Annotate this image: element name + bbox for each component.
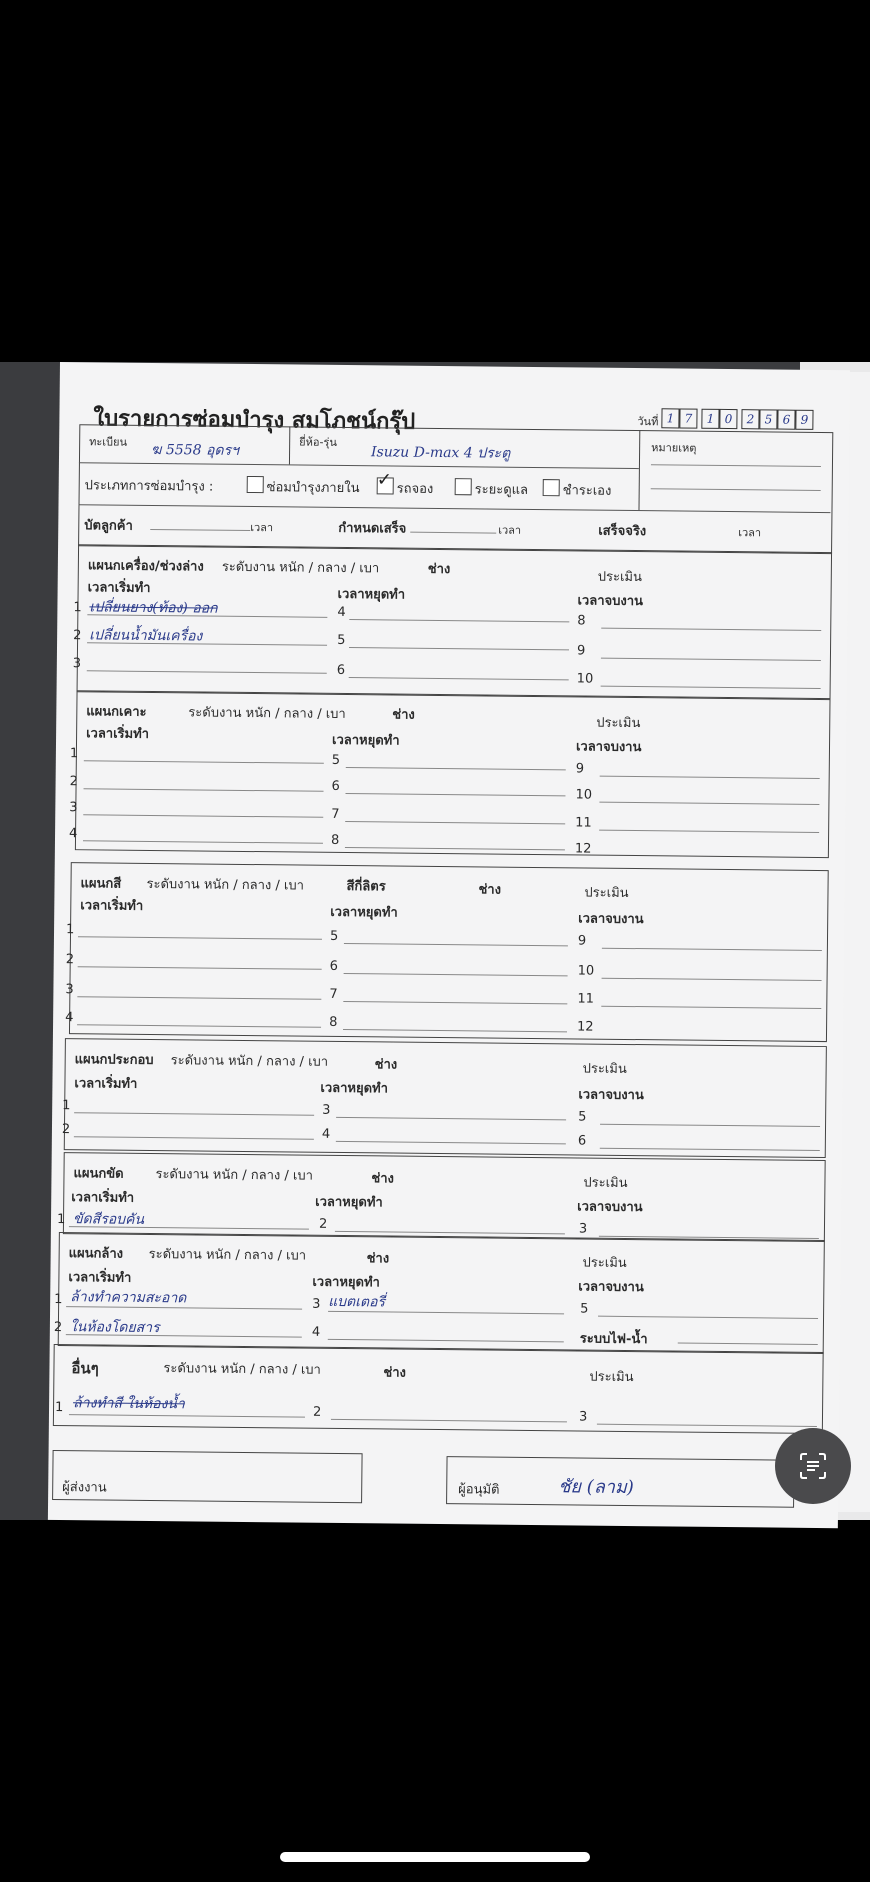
model-value: Isuzu D-max 4 ประตู <box>370 444 511 462</box>
date-digit: 0 <box>719 409 737 429</box>
polish-stop-label: เวลาหยุดทำ <box>315 1194 383 1211</box>
body-tech-label: ช่าง <box>392 707 415 723</box>
wash-stop-label: เวลาหยุดทำ <box>312 1274 380 1291</box>
paint-title: แผนกสี <box>80 876 122 892</box>
scheduled-checkbox[interactable] <box>455 478 472 495</box>
engine-start-label: เวลาเริ่มทำ <box>87 580 151 596</box>
engine-level: ระดับงาน หนัก / กลาง / เบา <box>221 559 380 577</box>
due-time-label: เวลา <box>498 523 522 537</box>
engine-tech-label: ช่าง <box>427 561 451 578</box>
polish-level: ระดับงาน หนัก / กลาง / เบา <box>155 1167 313 1184</box>
customer-label: บัตลูกค้า <box>84 518 133 534</box>
body-level: ระดับงาน หนัก / กลาง / เบา <box>188 705 346 723</box>
body-start-label: เวลาเริ่มทำ <box>86 726 150 742</box>
engine-item-1: เปลี่ยนยาง(ท้อง) ออก <box>89 599 218 617</box>
wash-item-1: ล้างทำความสะอาด <box>70 1289 187 1307</box>
assembly-assess-label: ประเมิน <box>582 1061 627 1077</box>
assembly-title: แผนกประกอบ <box>74 1052 154 1069</box>
home-indicator[interactable] <box>280 1852 590 1862</box>
paint-end-label: เวลาจบงาน <box>578 911 644 928</box>
engine-item-2: เปลี่ยนน้ำมันเครื่อง <box>89 627 203 645</box>
assembly-start-label: เวลาเริ่มทำ <box>74 1076 138 1092</box>
date-digit: 6 <box>777 410 795 430</box>
scheduled-option-label: ระยะดูแล <box>474 482 529 498</box>
reserved-option-label: รถจอง <box>396 481 434 497</box>
paint-stop-label: เวลาหยุดทำ <box>330 904 398 921</box>
text-scan-icon <box>799 1452 827 1480</box>
paint-level: ระดับงาน หนัก / กลาง / เบา <box>146 876 305 894</box>
wash-end-label: เวลาจบงาน <box>578 1279 644 1296</box>
internal-checkbox[interactable] <box>247 476 264 493</box>
assembly-end-label: เวลาจบงาน <box>578 1087 644 1104</box>
body-end-label: เวลาจบงาน <box>575 739 642 756</box>
wash-start-label: เวลาเริ่มทำ <box>68 1270 132 1286</box>
other-level: ระดับงาน หนัก / กลาง / เบา <box>163 1361 321 1378</box>
engine-title: แผนกเครื่อง/ช่วงล่าง <box>87 558 204 575</box>
date-digit: 1 <box>661 408 679 428</box>
self-pay-checkbox[interactable] <box>543 479 560 496</box>
date-digit: 7 <box>679 408 697 428</box>
date-digit: 5 <box>759 409 777 429</box>
due-label: กำหนดเสร็จ <box>338 520 407 537</box>
other-item-1: ล้างทำสี ในห้องน้ำ <box>73 1395 185 1413</box>
date-digit: 9 <box>795 410 813 430</box>
model-label: ยี่ห้อ-รุ่น <box>299 435 337 449</box>
polish-assess-label: ประเมิน <box>583 1175 628 1191</box>
assembly-stop-label: เวลาหยุดทำ <box>320 1080 388 1097</box>
done-time-label: เวลา <box>738 526 762 540</box>
repair-type-label: ประเภทการซ่อมบำรุง : <box>84 478 214 495</box>
approver-signature: ชัย (ลาม) <box>558 1476 634 1499</box>
other-assess-label: ประเมิน <box>589 1369 634 1386</box>
polish-start-label: เวลาเริ่มทำ <box>71 1190 135 1206</box>
polish-end-label: เวลาจบงาน <box>577 1199 643 1216</box>
water-system-label: ระบบไฟ-น้ำ <box>579 1331 648 1348</box>
plate-value: ฆ 5558 อุดรฯ <box>151 441 239 459</box>
assembly-tech-label: ช่าง <box>374 1057 398 1073</box>
engine-assess-label: ประเมิน <box>597 569 642 586</box>
wash-level: ระดับงาน หนัก / กลาง / เบา <box>148 1246 307 1264</box>
approver-label: ผู้อนุมัติ <box>458 1482 500 1498</box>
body-assess-label: ประเมิน <box>596 715 641 732</box>
other-tech-label: ช่าง <box>383 1365 406 1381</box>
text-scan-button[interactable] <box>775 1428 851 1504</box>
date-digit: 1 <box>701 409 719 429</box>
customer-time-label: เวลา <box>250 521 274 535</box>
form-title: ใบรายการซ่อมบำรุง สมโภชน์กรุ๊ป <box>93 406 416 435</box>
done-label: เสร็จจริง <box>598 523 647 540</box>
self-pay-option-label: ชำระเอง <box>562 483 612 499</box>
wash-item-3: แบตเตอรี่ <box>328 1293 386 1311</box>
body-stop-label: เวลาหยุดทำ <box>331 732 400 749</box>
polish-title: แผนกขัด <box>73 1166 124 1182</box>
polish-item-1: ขัดสีรอบคัน <box>72 1211 145 1228</box>
note-label: หมายเหตุ <box>651 441 697 455</box>
other-title: อื่นๆ <box>71 1359 99 1378</box>
wash-item-2: ในห้องโดยสาร <box>69 1319 160 1337</box>
plate-label: ทะเบียน <box>89 435 128 449</box>
polish-tech-label: ช่าง <box>371 1171 395 1187</box>
engine-end-label: เวลาจบงาน <box>577 593 644 610</box>
wash-tech-label: ช่าง <box>366 1251 390 1267</box>
sender-label: ผู้ส่งงาน <box>62 1480 107 1496</box>
paint-liters-label: สีกี่ลิตร <box>346 879 386 895</box>
paint-start-label: เวลาเริ่มทำ <box>80 898 144 914</box>
paint-assess-label: ประเมิน <box>584 885 629 901</box>
check-mark-icon: ✓ <box>376 469 392 491</box>
wash-assess-label: ประเมิน <box>582 1255 627 1271</box>
paint-tech-label: ช่าง <box>478 882 502 898</box>
wash-title: แผนกล้าง <box>68 1246 124 1262</box>
engine-stop-label: เวลาหยุดทำ <box>337 586 406 603</box>
internal-option-label: ซ่อมบำรุงภายใน <box>266 480 360 497</box>
date-label: วันที่ <box>637 415 659 429</box>
date-digit: 2 <box>741 409 759 429</box>
body-title: แผนกเคาะ <box>86 704 147 720</box>
repair-form-sheet: ใบรายการซ่อมบำรุง สมโภชน์กรุ๊ป วันที่ 1 7 1 0 2 5 6 9 ทะเบียน ฆ 5558 อุดรฯ ยี่ห้อ-รุ่น Isuzu D-max 4 ประตู หมายเหตุ ประเภทการซ่อมบำรุง : ซ่อมบำรุงภายใน ✓ รถจอง ระยะดูแล ชำระเอง บัตลูกค้า เวลา กำหนดเสร็จ เวลา เสร็จจริง เวลา แผนกเครื่อง/ช่วงล่าง ระดับงาน หนัก / กลาง / เบา ช่าง ประเมิน เวลาเริ่มทำ เวลาหยุดทำ เวลาจบงาน 1 เปลี่ยนยาง(ท้อง) ออก 2 เปลี่ยนน้ำมันเครื่อง 3 4 5 6 8 9 10 แผนกเคาะ ระดับงาน หนัก / กลาง / เบา ช่าง ประเมิน เวลาเริ่มทำ เวลาหยุดทำ เวลาจบงาน 1 2 3 4 5 6 7 8 9 10 11 12 แผนกสี ระดับงาน หนัก / กลาง / เบา สีกี่ลิตร ช่าง ประเมิน เวลาเริ่มทำ เวลาหยุดทำ เวลาจบงาน 1 2 3 4 5 6 7 8 9 10 11 12 แผนกประกอบ ระดับงาน หนัก / กลาง / เบา ช่าง ประเมิน เวลาเริ่มทำ เวลาหยุดทำ เวลาจบงาน 1 2 3 4 5 6 แผนกขัด ระดับงาน หนัก / กลาง / เบา ช่าง ประเมิน เวลาเริ่มทำ เวลาหยุดทำ เวลาจบงาน 1 ขัดสีรอบคัน 2 3 แผนกล้าง ระดับงาน หนัก / กลาง / เบา ช่าง ประเมิน เวลาเริ่มทำ เวลาหยุดทำ เวลาจบงาน 1 ล้างทำความสะอาด 2 ในห้องโดยสาร 3 แบตเตอรี่ 4 5 ระบบไฟ-น้ำ อื่นๆ ระดับงาน หนัก / กลาง / เบา ช่าง ประเมิน 1 ล้างทำสี ในห้องน้ำ 2 3 ผู้ส่งงาน ผู้อนุมัติ ชัย (ลาม) <box>48 362 850 1528</box>
assembly-level: ระดับงาน หนัก / กลาง / เบา <box>170 1053 329 1070</box>
